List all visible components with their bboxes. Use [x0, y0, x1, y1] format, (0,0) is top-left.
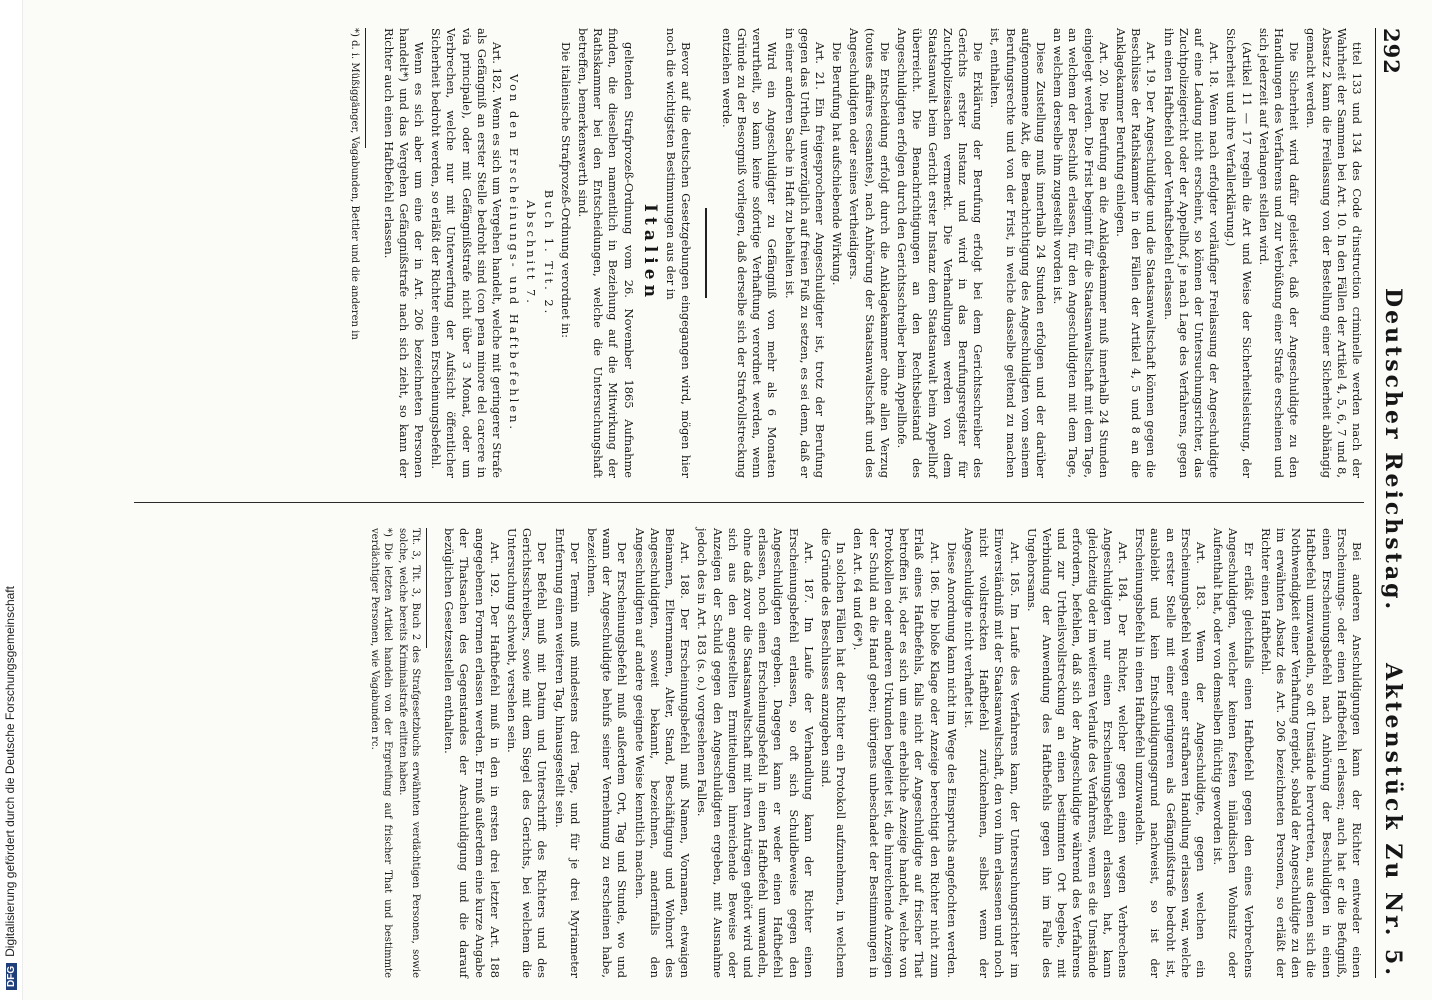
footnote: *) d. i. Müßiggänger, Vagabunden, Bettler und die anderen in: [349, 28, 361, 340]
paragraph: Die italienische Strafprozeß-Ordnung verordnet in:: [558, 42, 573, 339]
paragraph: Art. 183. Wenn der Angeschuldigte, gegen welchen ein Erscheinungsbefehl wegen einer strafbaren Handlung erlassen war, welche an erster Stelle mit einer geringeren als Gefängnißstrafe bedroht ist, ausbleibt und kein Entschuldigungsgrund nachweist, so ist der Erscheinungsbefehl in einen Haftbefehl umzuwandeln.: [1133, 528, 1208, 978]
footnote-divider: [365, 28, 366, 148]
paragraph: In solchen Fällen hat der Richter ein Protokoll aufzunehmen, in welchem die Gründe des Beschlusses anzugeben sind.: [819, 528, 849, 978]
paragraph: Art. 187. Im Laufe der Verhandlung kann der Richter einen Erscheinungsbefehl erlassen, so oft sich Schuldbeweise gegen den Angeschuldigten ergeben. Dagegen kann er weder einen Haftbefehl erlassen, noch einen Erscheinungsbefehl in einen Haftbefehl umwandeln, ohne daß zuvor die Staatsanwaltschaft mit ihren Anträgen gehört wird und sich aus den angestellten Ermittelungen hinreichende Beweise oder Anzeigen der Schuld gegen den Angeschuldigten ergeben, mit Ausnahme jedoch des in Art. 183 (s. o.) vorgesehenen Falles.: [695, 528, 816, 978]
paragraph: Der Befehl muß mit Datum und Unterschrift des Richters und des Gerichtsschreibers, sowie mit dem Siegel des Gerichts, bei welchem die Untersuchung schwebt, versehen sein.: [505, 528, 550, 978]
paragraph: Die Erklärung der Berufung erfolgt bei dem Gerichtsschreiber des Gerichts erster Instanz und wird in das Berufungsregister für Zuchtpolizeisachen vermerkt. Die Verhandlungen werden von dem Staatsanwalt beim Gericht erster Instanz dem Staatsanwalt beim Appellhof überreicht. Die Benachrichtigungen an den Rechtsbeistand des Angeschuldigten erfolgen durch den Gerichtsschreiber beim Appellhofe.: [895, 28, 986, 478]
left-column: [134, 28, 1364, 478]
paragraph: Diese Zustellung muß innerhalb 24 Stunden erfolgen und der darüber aufgenommene Akt, die Benachrichtigung des Angeschuldigten vom seinem Berufungsrechte und von der Frist, in welche dasselbe geltend zu machen ist, enthalten.: [988, 28, 1048, 478]
digitization-credit: [3, 586, 17, 990]
paragraph: Art. 192. Der Haftbefehl muß in den in ersten drei letzter Art. 188 angegebenen Formen erlassen werden. Er muß außerdem eine kurze Angabe der Thatsachen des Gegenstandes der Anschuldigung und die darauf bezüglichen Gesetzesstellen enthalten.: [442, 528, 502, 978]
paragraph: titel 133 und 134 des Code d'instruction criminelle werden nach der Wahrheit der Sammen bei Art. 10. In den Fällen der Artikel 4, 5, 6, 7 und 8, Absatz 2 kann die Freilassung von der Bestellung einer Sicherheit abhängig gemacht werden.: [1304, 28, 1364, 478]
subject-title: Von den Erscheinungs- und Haftbefehlen.: [507, 73, 522, 433]
footnote: Tit. 3, Tit. 3, Buch 2 des Strafgesetzbuchs erwähnten verdächtigen Personen, sowie solche, welche bereits Kriminalstrafe erlitten haben.: [397, 528, 422, 978]
paragraph: Wird ein Angeschuldigter zu Gefängniß von mehr als 6 Monaten verurtheilt, so kann keine sofortige Verhaftung verordnet werden, wenn Gründe zu der Besorgniß vorliegen, daß derselbe sich der Strafvollstreckung entziehen werde.: [719, 28, 780, 478]
section-divider: [705, 208, 707, 298]
paragraph: Der Erscheinungsbefehl muß außerdem Ort, Tag und Stunde, wo und wann der Angeschuldigte behufs seiner Vernehmung zu erscheinen habe, bezeichnen.: [585, 528, 630, 978]
paragraph: Bei anderen Anschuldigungen kann der Richter entweder einen Erscheinungs- oder einen Haftbefehl erlassen; auch hat er die Befugniß, einen Erscheinungsbefehl nach Anhörung der Beschuldigten in einen Haftbefehl umzuwandeln, so oft Umstände hervortreten, aus denen sich die Nothwendigkeit einer Verhaftung ergiebt, sobald der Angeschuldigte zu den im erwähnten Absatz des Art. 206 bezeichneten Personen, so erläßt der Richter einen Haftbefehl.: [1258, 528, 1364, 978]
paragraph: Diese Anordnung kann nicht im Wege des Einspruchs angefochten werden.: [944, 542, 959, 978]
paragraph: Art. 21. Ein freigesprochener Angeschuldigter ist, trotz der Berufung gegen das Urtheil, unverzüglich auf freien Fuß zu setzen, es sei denn, daß er in einer anderen Sache in Haft zu behalten ist.: [782, 28, 828, 478]
running-title: Deutscher Reichstag.: [1380, 288, 1406, 613]
paragraph: Art. 185. Im Laufe des Verfahrens kann, der Untersuchungsrichter im Einverständniß mit der Staatsanwaltschaft, den von ihm erlassenen und noch nicht vollstreckten Haftbefehl zurücknehmen, selbst wenn der Angeschuldigte nicht verhaftet ist.: [961, 528, 1022, 978]
paragraph: Er erläßt gleichfalls einen Haftbefehl gegen den eines Verbrechens Angeschuldigten, welcher keinen festen inländischen Wohnsitz oder Aufenthalt hat, oder von demselben flüchtig geworden ist.: [1211, 528, 1256, 978]
paragraph: (Artikel 11 — 17 regeln die Art und Weise der Sicherheitsleistung, der Sicherheit und ihre Verfallerklärung.): [1224, 28, 1254, 478]
column-divider: [134, 502, 1364, 503]
footnote-divider: [426, 528, 427, 648]
sidebar: [0, 0, 23, 1000]
footnote: *) Die letzten Artikel handeln von der Ergreifung auf frischer That und bestimmte verdächtiger Personen, wie Vagabunden rc.: [369, 528, 394, 978]
dfg-logo: DFG: [6, 963, 17, 990]
book-title: Buch 1. Tit. 2.: [541, 189, 556, 317]
paragraph: Art. 184. Der Richter, welcher gegen einen wegen Verbrechens Angeschuldigten nur einen Erscheinungsbefehl erlassen hat, kann gleichzeitig oder im weiteren Verlaufe des Verfahrens, wenn es die Umstände erfordern, befehlen, daß sich der Angeschuldigte während des Verfahrens und zur Urtheilsvollstreckung an einen bestimmten Ort begebe, mit Verbindung der Anwendung des Haftbefehls gegen ihn im Falle des Ungehorsams.: [1024, 528, 1130, 978]
paragraph: Die Entscheidung erfolgt durch die Anklagekammer ohne allen Verzug (toutes affaires cessantes), nach Anhörung der Staatsanwaltschaft und des Angeschuldigten oder seines Vertheidigers.: [847, 28, 892, 478]
page-header: [1375, 28, 1410, 978]
section-reference: Aktenstück Zu Nr. 5.: [1380, 663, 1406, 978]
intro-paragraph: Bevor auf die deutschen Gesetzgebungen eingegangen wird, mögen hier noch die wichtigsten Bestimmungen aus der in: [663, 28, 694, 478]
paragraph: Die Berufung hat aufschiebende Wirkung.: [830, 42, 845, 286]
paragraph: Die Sicherheit wird dafür geleistet, daß der Angeschuldigte zu den Handlungen des Verfahrens und zur Verbüßung einer Strafe erscheinen und sich jederzeit auf Verlangen stellen wird.: [1256, 28, 1302, 478]
paragraph: Art. 186. Die bloße Klage oder Anzeige berechtigt den Richter nicht zum Erlaß eines Haftbefehls, falls nicht der Angeschuldigte auf frischer That betroffen ist, oder es sich um eine erhebliche Anzeige handelt, welche von Protokollen oder anderen Urkunden begleitet ist, die hinreichende Anzeigen der Schuld an die Hand geben; übrigens unbeschadet der Bestimmungen in den Art. 64 und 66*).: [851, 528, 942, 978]
paragraph: Art. 20. Die Berufung an die Anklagekammer muß innerhalb 24 Stunden eingelegt werden. Die Frist beginnt für die Staatsanwaltschaft mit dem Tage, an welchem der Beschluß erlassen, für den Angeschuldigten mit dem Tage, an welchem derselbe ihm zugestellt worden ist.: [1051, 28, 1111, 478]
paragraph: geltenden Strafprozeß-Ordnung vom 26. November 1865 Aufnahme finden, die dieselben namentlich in Beziehung auf die Mitwirkung der Rathskammer bei den Entscheidungen, welche die Untersuchungshaft betreffen, bemerkenswerth sind.: [575, 28, 636, 478]
paragraph: Art. 182. Wenn es sich um Vergehen handelt, welche mit geringerer Strafe als Gefängniß an erster Stelle bedroht sind (con pena minore del carcere in via principale), oder mit Gefängnißstrafe nicht über 3 Monat, oder um Verbrechen, welche nur mit Unterwerfung der Aufsicht öffentlicher Sicherheit bedroht werden, so erläßt der Richter einen Erscheinungsbefehl.: [429, 28, 504, 478]
paragraph: Der Termin muß mindestens drei Tage, und für je drei Myriameter Entfernung einen weiteren Tag, hinausgestellt sein.: [552, 528, 582, 978]
paragraph: Art. 18. Wenn nach erfolgter vorläufiger Freilassung der Angeschuldigte auf eine Ladung nicht erscheint, so können der Untersuchungsrichter, das Zuchtpolizeigericht oder der Appellhof, je nach Lage des Verfahrens, gegen ihn einen Haftbefehl oder Verhaftsbefehl erlassen.: [1161, 28, 1222, 478]
page-number: 292: [1379, 28, 1404, 75]
country-heading: Italien: [639, 204, 660, 302]
credit-text: Digitalisierung gefördert durch die Deutsche Forschungsgemeinschaft: [3, 586, 17, 957]
right-column: [134, 528, 1364, 978]
paragraph: Art. 19. Der Angeschuldigte und die Staatsanwaltschaft können gegen die Beschlüsse der Rathskammer in den Fällen der Artikel 4, 5 und 8 an die Anklagekammer Berufung einlegen.: [1113, 28, 1159, 478]
paragraph: Wenn es sich aber um eine der in Art. 206 bezeichneten Personen handelt*) und das Vergehen Gefängnißstrafe nach sich zieht, so kann der Richter auch einen Haftbefehl erlassen.: [381, 28, 426, 478]
section-title: Abschnitt 7.: [524, 200, 539, 306]
paragraph: Art. 188. Der Erscheinungsbefehl muß Namen, Vornamen, etwaigen Beinamen, Elternnamen, Alter, Stand, Beschäftigung und Wohnort des Angeschuldigten, soweit bekannt, bezeichnen, andernfalls den Angeschuldigten auf andere geeignete Weise kenntlich machen.: [632, 528, 693, 978]
scanned-page: [110, 28, 1410, 978]
